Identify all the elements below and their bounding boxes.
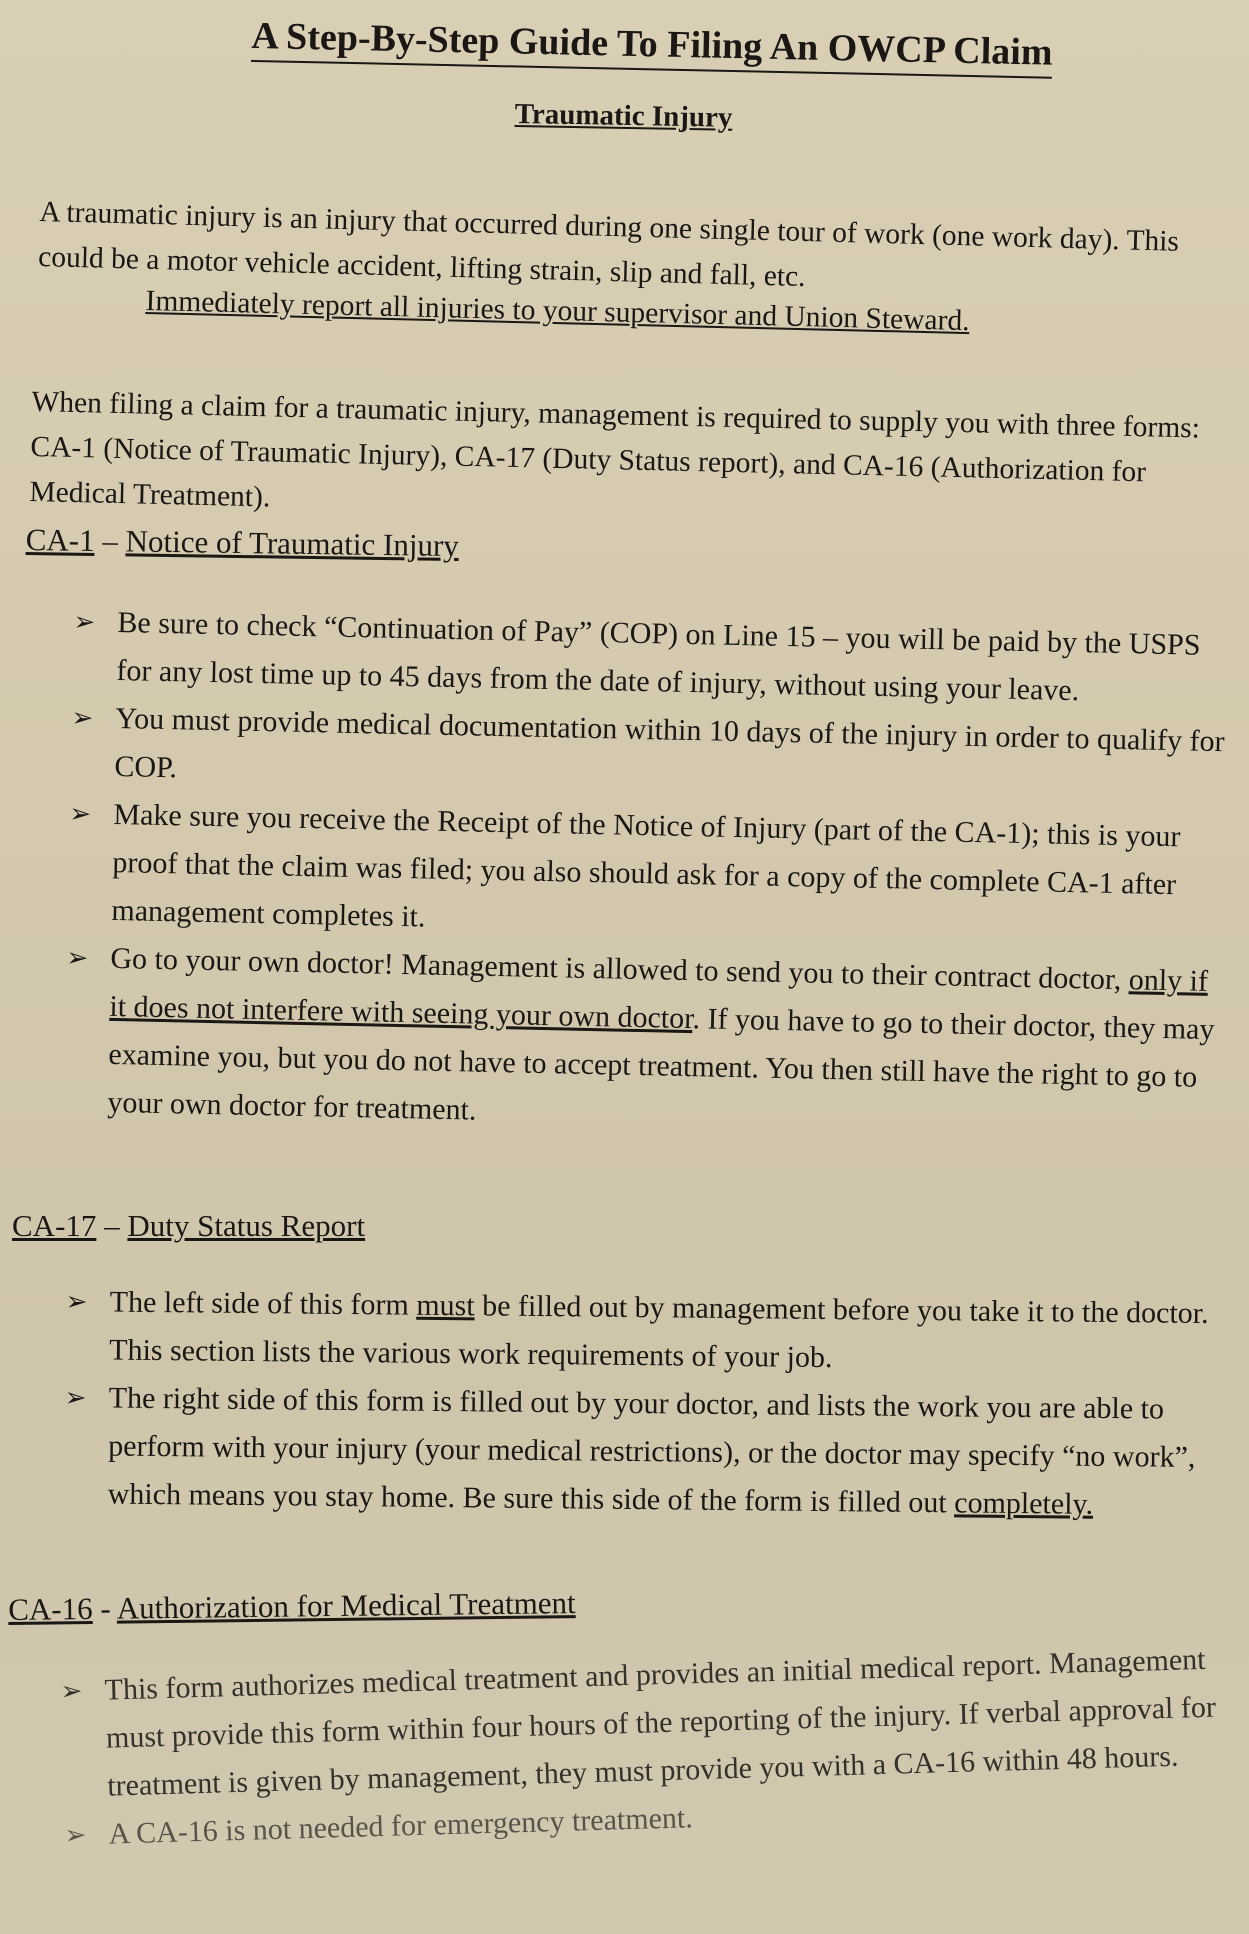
list-item-text-pre: Go to your own doctor! Management is allowed to send you to their contract doctor, — [110, 941, 1130, 997]
arrow-bullet-icon: ➢ — [69, 799, 92, 829]
section-heading-ca1 — [25, 522, 459, 564]
list-item-text: Be sure to check “Continuation of Pay” (COP) on Line 15 – you will be paid by the USPS for any lost time up to 45 days from the date of injury, without using your leave. — [116, 606, 1201, 708]
list-item — [59, 934, 1228, 1150]
document-subtitle: Traumatic Injury — [514, 98, 733, 134]
list-item — [61, 1278, 1237, 1386]
list-item-text: Make sure you receive the Receipt of the Notice of Injury (part of the CA-1); this is your proof that the claim was filed; you also should ask for a copy of the complete CA-1 after management completes it. — [111, 797, 1181, 934]
list-item — [59, 1374, 1235, 1530]
section-heading-ca16 — [8, 1585, 576, 1628]
ca17-bullet-list — [59, 1278, 1236, 1530]
arrow-bullet-icon: ➢ — [66, 943, 89, 973]
section-code: CA-16 — [8, 1590, 93, 1627]
list-item-text-post: be filled out by management before you take it to the doctor. This section lists the various work requirements of your job. — [109, 1289, 1209, 1375]
list-item-text: This form authorizes medical treatment and provides an initial medical report. Management must provide this form within four hours of the reporting of the injury. If verbal approval for treatment is given by management, they must provide you with a CA-16 within 48 hours. — [104, 1642, 1217, 1803]
section-name: Authorization for Medical Treatment — [116, 1585, 576, 1626]
arrow-bullet-icon: ➢ — [73, 607, 96, 637]
section-name: Notice of Traumatic Injury — [125, 523, 460, 564]
document-title — [159, 12, 1145, 77]
section-heading-ca17 — [12, 1208, 365, 1244]
filing-paragraph: When filing a claim for a traumatic injury, management is required to supply you with three forms: CA-1 (Notice of Traumatic Injury), CA-17 (Duty Status report), and CA-16 (Authorization for Medical Treatment). — [29, 385, 1201, 513]
arrow-bullet-icon: ➢ — [65, 1287, 88, 1317]
section-separator: – — [96, 1208, 128, 1243]
list-item-text-underlined: must — [416, 1288, 475, 1323]
list-item-text-pre: The right side of this form is filled out by your doctor, and lists the work you are able to perform with your injury (your medical restrictions), or the doctor may specify “no work”, which means you stay home. Be sure this side of the form is filled out — [107, 1381, 1196, 1520]
list-item — [63, 790, 1231, 958]
list-item-text-underlined: only if it does not interfere with seeing your own doctor — [109, 963, 1209, 1036]
intro-paragraph: A traumatic injury is an injury that occurred during one single tour of work (one work day). This could be a motor vehicle accident, lifting strain, slip and fall, etc. — [37, 195, 1180, 293]
arrow-bullet-icon: ➢ — [64, 1383, 87, 1413]
list-item-text-underlined: completely. — [954, 1486, 1094, 1521]
section-code: CA-1 — [25, 522, 95, 558]
list-item-text: You must provide medical documentation within 10 days of the injury in order to qualify for COP. — [114, 701, 1225, 785]
list-item-text-pre: The left side of this form — [109, 1285, 417, 1322]
report-notice: Immediately report all injuries to your supervisor and Union Steward. — [145, 285, 970, 338]
section-separator: - — [92, 1590, 117, 1626]
list-item-text: A CA-16 is not needed for emergency treatment. — [108, 1801, 694, 1851]
list-item-text-post: . If you have to go to their doctor, they may examine you, but you do not have to accept treatment. You then still have the right to go to your own doctor for treatment. — [107, 1002, 1215, 1127]
arrow-bullet-icon: ➢ — [71, 703, 94, 733]
section-code: CA-17 — [12, 1208, 97, 1243]
ca16-bullet-list — [56, 1635, 1231, 1860]
section-separator: – — [94, 522, 126, 559]
arrow-bullet-icon: ➢ — [64, 1820, 87, 1850]
section-name: Duty Status Report — [127, 1208, 366, 1243]
ca1-bullet-list — [59, 598, 1235, 1150]
title-text: A Step-By-Step Guide To Filing An OWCP Claim — [251, 15, 1053, 79]
arrow-bullet-icon: ➢ — [60, 1676, 83, 1706]
